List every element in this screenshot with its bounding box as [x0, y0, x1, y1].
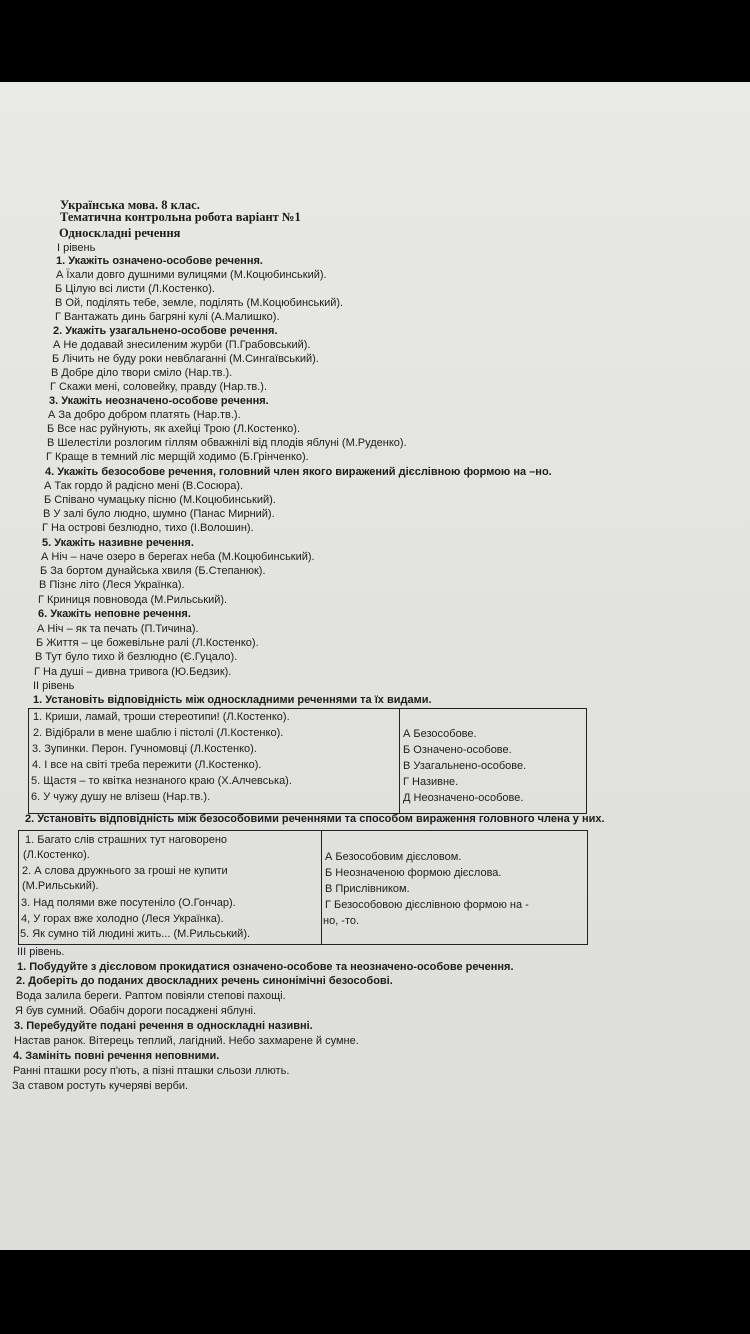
q5-option-b: Б За бортом дунайська хвиля (Б.Степанюк). — [40, 565, 266, 577]
task2-right-column — [321, 831, 587, 944]
q1-title: 1. Укажіть означено-особове речення. — [56, 255, 263, 267]
task1-right-item: В Узагальнено-особове. — [403, 760, 527, 772]
level3-q2-line: Я був сумний. Обабіч дороги посаджені яблуні. — [15, 1005, 257, 1017]
task2-left-item: (М.Рильський). — [22, 880, 99, 892]
q2-option-d: Г Скажи мені, соловейку, правду (Нар.тв.). — [50, 381, 268, 393]
q6-option-a: А Ніч – як та печать (П.Тичина). — [37, 623, 199, 635]
task1-right-item: Г Називне. — [403, 776, 459, 788]
topic-title: Односкладні речення — [59, 226, 181, 240]
q1-option-d: Г Вантажать динь багряні кулі (А.Малишко). — [55, 311, 280, 323]
q6-option-b: Б Життя – це божевільне ралі (Л.Костенко). — [36, 637, 259, 649]
task1-left-item: 5. Щастя – то квітка незнаного краю (Х.Алчевська). — [31, 775, 292, 787]
task1-right-item: Б Означено-особове. — [403, 744, 512, 756]
task1-left-item: 2. Відібрали в мене шаблю і пістолі (Л.Костенко). — [33, 727, 284, 739]
q4-title: 4. Укажіть безособове речення, головний член якого виражений дієслівною формою на –но. — [45, 466, 552, 478]
task2-title: 2. Установіть відповідність між безособовими реченнями та способом вираження головного члена у них. — [25, 813, 605, 825]
task2-right-item: В Прислівником. — [325, 883, 410, 895]
paper-sheet — [0, 82, 750, 1250]
task1-left-item: 6. У чужу душу не влізеш (Нар.тв.). — [31, 791, 211, 803]
level3-q4-line: Ранні пташки росу п'ють, а пізні пташки сльози ллють. — [13, 1065, 290, 1077]
level3-q2-line: Вода залила береги. Раптом повіяли степові пахощі. — [16, 990, 286, 1002]
task2-table — [18, 830, 588, 945]
q2-title: 2. Укажіть узагальнено-особове речення. — [53, 325, 278, 337]
level2-label: ІІ рівень — [33, 680, 75, 692]
task1-left-item: 1. Криши, ламай, троши стереотипи! (Л.Костенко). — [33, 711, 290, 723]
q3-option-b: Б Все нас руйнують, як ахейці Трою (Л.Костенко). — [47, 423, 301, 435]
level3-q4-title: 4. Замініть повні речення неповними. — [13, 1050, 220, 1062]
level3-q3-title: 3. Перебудуйте подані речення в односкладні називні. — [14, 1020, 313, 1032]
q5-option-d: Г Криниця повновода (М.Рильський). — [38, 594, 228, 606]
work-title: Тематична контрольна робота варіант №1 — [60, 210, 301, 224]
q4-option-a: А Так гордо й радісно мені (В.Сосюра). — [44, 480, 244, 492]
task2-right-item: А Безособовим дієсловом. — [325, 851, 462, 863]
level1-label: І рівень — [57, 242, 96, 254]
task1-table — [28, 708, 587, 814]
level3-q1-title: 1. Побудуйте з дієсловом прокидатися означено-особове та неозначено-особове речення. — [17, 961, 514, 973]
q3-option-c: В Шелестіли розлогим гіллям обважнілі від плодів яблуні (М.Руденко). — [47, 437, 407, 449]
q4-option-c: В У залі було людно, шумно (Панас Мирний). — [43, 508, 275, 520]
task2-left-item: 2. А слова дружнього за гроші не купити — [22, 865, 228, 877]
q5-option-a: А Ніч – наче озеро в берегах неба (М.Коцюбинський). — [41, 551, 315, 563]
task2-left-item: 1. Багато слів страшних тут наговорено — [25, 834, 228, 846]
task1-left-item: 4. І все на світі треба пережити (Л.Костенко). — [32, 759, 262, 771]
task2-left-column — [19, 831, 321, 944]
task1-title: 1. Установіть відповідність між односкладними реченнями та їх видами. — [33, 694, 432, 706]
subject-line: Українська мова. 8 клас. — [60, 198, 200, 212]
q6-title: 6. Укажіть неповне речення. — [38, 608, 191, 620]
task1-right-column — [399, 709, 586, 813]
q2-option-b: Б Лічить не буду роки невблаганні (М.Сингаївський). — [52, 353, 319, 365]
task2-left-item: 5. Як сумно тій людині жить... (М.Рильський). — [20, 928, 251, 940]
document-content — [0, 82, 750, 1250]
task2-right-item: Б Неозначеною формою дієслова. — [325, 867, 502, 879]
q6-option-d: Г На душі – дивна тривога (Ю.Бедзик). — [34, 666, 232, 678]
q1-option-a: А Їхали довго душними вулицями (М.Коцюбинський). — [56, 269, 327, 281]
task2-right-item: но, -то. — [323, 915, 360, 927]
q6-option-c: В Тут було тихо й безлюдно (Є.Гуцало). — [35, 651, 238, 663]
q4-option-b: Б Співано чумацьку пісню (М.Коцюбинський). — [44, 494, 276, 506]
q3-title: 3. Укажіть неозначено-особове речення. — [49, 395, 269, 407]
level3-q4-line: За ставом ростуть кучеряві верби. — [12, 1080, 189, 1092]
q5-option-c: В Пізнє літо (Леся Українка). — [39, 579, 185, 591]
q2-option-c: В Добре діло твори сміло (Нар.тв.). — [51, 367, 233, 379]
q5-title: 5. Укажіть називне речення. — [42, 537, 194, 549]
level3-q3-line: Настав ранок. Вітерець теплий, лагідний. Небо захмарене й сумне. — [14, 1035, 359, 1047]
q4-option-d: Г На острові безлюдно, тихо (І.Волошин). — [42, 522, 254, 534]
task1-right-item: Д Неозначено-особове. — [403, 792, 524, 804]
task2-left-item: 4, У горах вже холодно (Леся Українка). — [21, 913, 224, 925]
q1-option-b: Б Цілую всі листи (Л.Костенко). — [55, 283, 215, 295]
level3-label: ІІІ рівень. — [17, 946, 65, 958]
task2-left-item: (Л.Костенко). — [23, 849, 90, 861]
task2-left-item: 3. Над полями вже посутеніло (О.Гончар). — [21, 897, 236, 909]
task1-right-item: А Безособове. — [403, 728, 477, 740]
task2-right-item: Г Безособовою дієслівною формою на - — [325, 899, 529, 911]
q3-option-d: Г Краще в темний ліс мерщій ходимо (Б.Грінченко). — [46, 451, 309, 463]
task1-left-item: 3. Зупинки. Перон. Гучномовці (Л.Костенко). — [32, 743, 257, 755]
level3-q2-title: 2. Доберіть до поданих двоскладних речень синонімічні безособові. — [16, 975, 393, 987]
q1-option-c: В Ой, поділять тебе, земле, поділять (М.Коцюбинський). — [55, 297, 344, 309]
task1-left-column — [29, 709, 399, 813]
q2-option-a: А Не додавай знесиленим журби (П.Грабовський). — [53, 339, 311, 351]
q3-option-a: А За добро добром платять (Нар.тв.). — [48, 409, 241, 421]
